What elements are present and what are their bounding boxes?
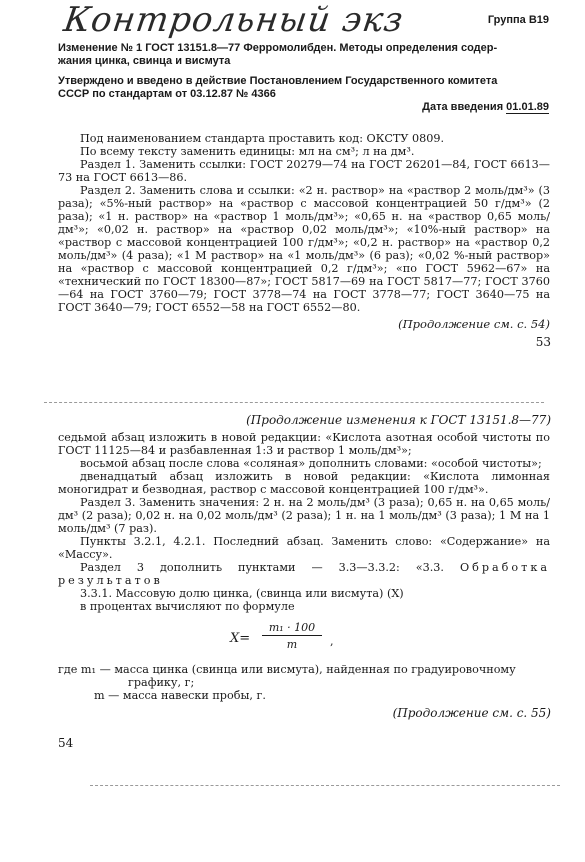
where-line1: где m₁ — масса цинка (свинца или висмута), найденная по градуировочному <box>58 663 516 676</box>
section3-add-prefix: Раздел 3 дополнить пунктами — 3.3—3.3.2: «3.3. <box>80 561 460 574</box>
continued-header: (Продолжение изменения к ГОСТ 13151.8—77) <box>246 413 551 427</box>
paragraph-units: По всему тексту заменить единицы: мл на см³; л на дм³. <box>80 145 415 158</box>
amendment-title-line2: жания цинка, свинца и висмута <box>58 55 231 67</box>
page-number-54: 54 <box>58 736 74 750</box>
paragraph-code: Под наименованием стандарта проставить код: ОКСТУ 0809. <box>80 132 445 145</box>
formula <box>58 621 550 657</box>
paragraph-section3-add <box>58 561 550 587</box>
page53-body <box>58 132 550 343</box>
effective-date <box>422 101 549 113</box>
amendment-title-line1: Изменение № 1 ГОСТ 13151.8—77 Ферромолибден. Методы определения содер- <box>58 42 498 54</box>
paragraph-seventh: седьмой абзац изложить в новой редакции: «Кислота азотная особой чистоты по ГОСТ 11125—84 и разбавленная 1:3 и раствор 1 моль/дм³»; <box>58 431 550 457</box>
page54-body <box>58 431 550 702</box>
paragraph-section3-values: Раздел 3. Заменить значения: 2 н. на 2 моль/дм³ (3 раза); 0,65 н. на 0,65 моль/дм³ (2 раза); 0,02 н. на 0,02 моль/дм³ (2 раза); 1 н. на 1 моль/дм³ (3 раза); 1 М на 1 моль/дм³ (7 раз). <box>58 496 550 535</box>
paragraph-twelfth: двенадцатый абзац изложить в новой редакции: «Кислота лимонная моногидрат и безводная, раствор с массовой концентрацией 100 г/дм³». <box>58 470 550 496</box>
paragraph-eighth: восьмой абзац после слова «соляная» дополнить словами: «особой чистоты»; <box>80 457 542 470</box>
paragraph-section2: Раздел 2. Заменить слова и ссылки: «2 н. раствор» на «раствор 2 моль/дм³» (3 раза); «5%-ный раствор» на «раствор с массовой концентрацией 50 г/дм³» (2 раза); «1 н. раствор» на «раствор 1 моль/дм³»; «0,65 н. на «раствор 0,65 моль/дм³»; «0,02 н. раствор» на «раствор 0,02 моль/дм³»; «10%-ный раствор» на «раствор с массовой концентрацией 100 г/дм³»; «0,2 н. раствор» на «раствор 0,2 моль/дм³» (4 раза); «1 М раствор» на «1 моль/дм³» (6 раз); «0,02 %-ный раствор» на «раствор с массовой концентрацией 0,2 г/дм³»; «по ГОСТ 5962—67» на «технический по ГОСТ 18300—87»; ГОСТ 5817—69 на ГОСТ 5817—77; ГОСТ 3760—64 на ГОСТ 3760—79; ГОСТ 3778—74 на ГОСТ 3778—77; ГОСТ 3640—75 на ГОСТ 3640—79; ГОСТ 6552—58 на ГОСТ 6552—80. <box>58 184 550 314</box>
page-number-53: 53 <box>535 335 551 349</box>
amendment-title <box>58 42 550 68</box>
group-code: Группа В19 <box>487 14 549 26</box>
approval-statement <box>58 75 550 101</box>
processing-results-heading: Обработка результатов <box>58 561 550 587</box>
approval-line2: СССР по стандартам от 03.12.87 № 4366 <box>58 88 276 100</box>
paragraph-section1: Раздел 1. Заменить ссылки: ГОСТ 20279—74 на ГОСТ 26201—84, ГОСТ 6613—73 на ГОСТ 6613—86. <box>58 158 550 184</box>
where-line1b: графику, г; <box>128 676 195 689</box>
formula-fraction <box>262 621 322 651</box>
effective-date-label: Дата введения <box>422 101 504 113</box>
approval-line1: Утверждено и введено в действие Постановлением Государственного комитета <box>58 75 498 87</box>
formula-lhs: X= <box>230 631 251 646</box>
paragraph-formula-intro: в процентах вычисляют по формуле <box>80 600 295 613</box>
handwritten-note: Контрольный экз <box>61 0 407 40</box>
continued-note-54: (Продолжение см. с. 54) <box>398 317 550 331</box>
paragraph-331: 3.3.1. Массовую долю цинка, (свинца или висмута) (X) <box>80 587 404 600</box>
bottom-rule <box>90 785 560 786</box>
formula-denominator: m <box>286 638 298 651</box>
formula-comma: , <box>330 635 334 648</box>
paragraph-points: Пункты 3.2.1, 4.2.1. Последний абзац. Заменить слово: «Содержание» на «Массу». <box>58 535 550 561</box>
where-line2: m — масса навески пробы, г. <box>94 689 266 702</box>
continued-note-55: (Продолжение см. с. 55) <box>392 706 551 720</box>
effective-date-value: 01.01.89 <box>506 101 549 113</box>
page-divider <box>44 402 544 403</box>
formula-numerator: m₁ · 100 <box>262 621 322 636</box>
